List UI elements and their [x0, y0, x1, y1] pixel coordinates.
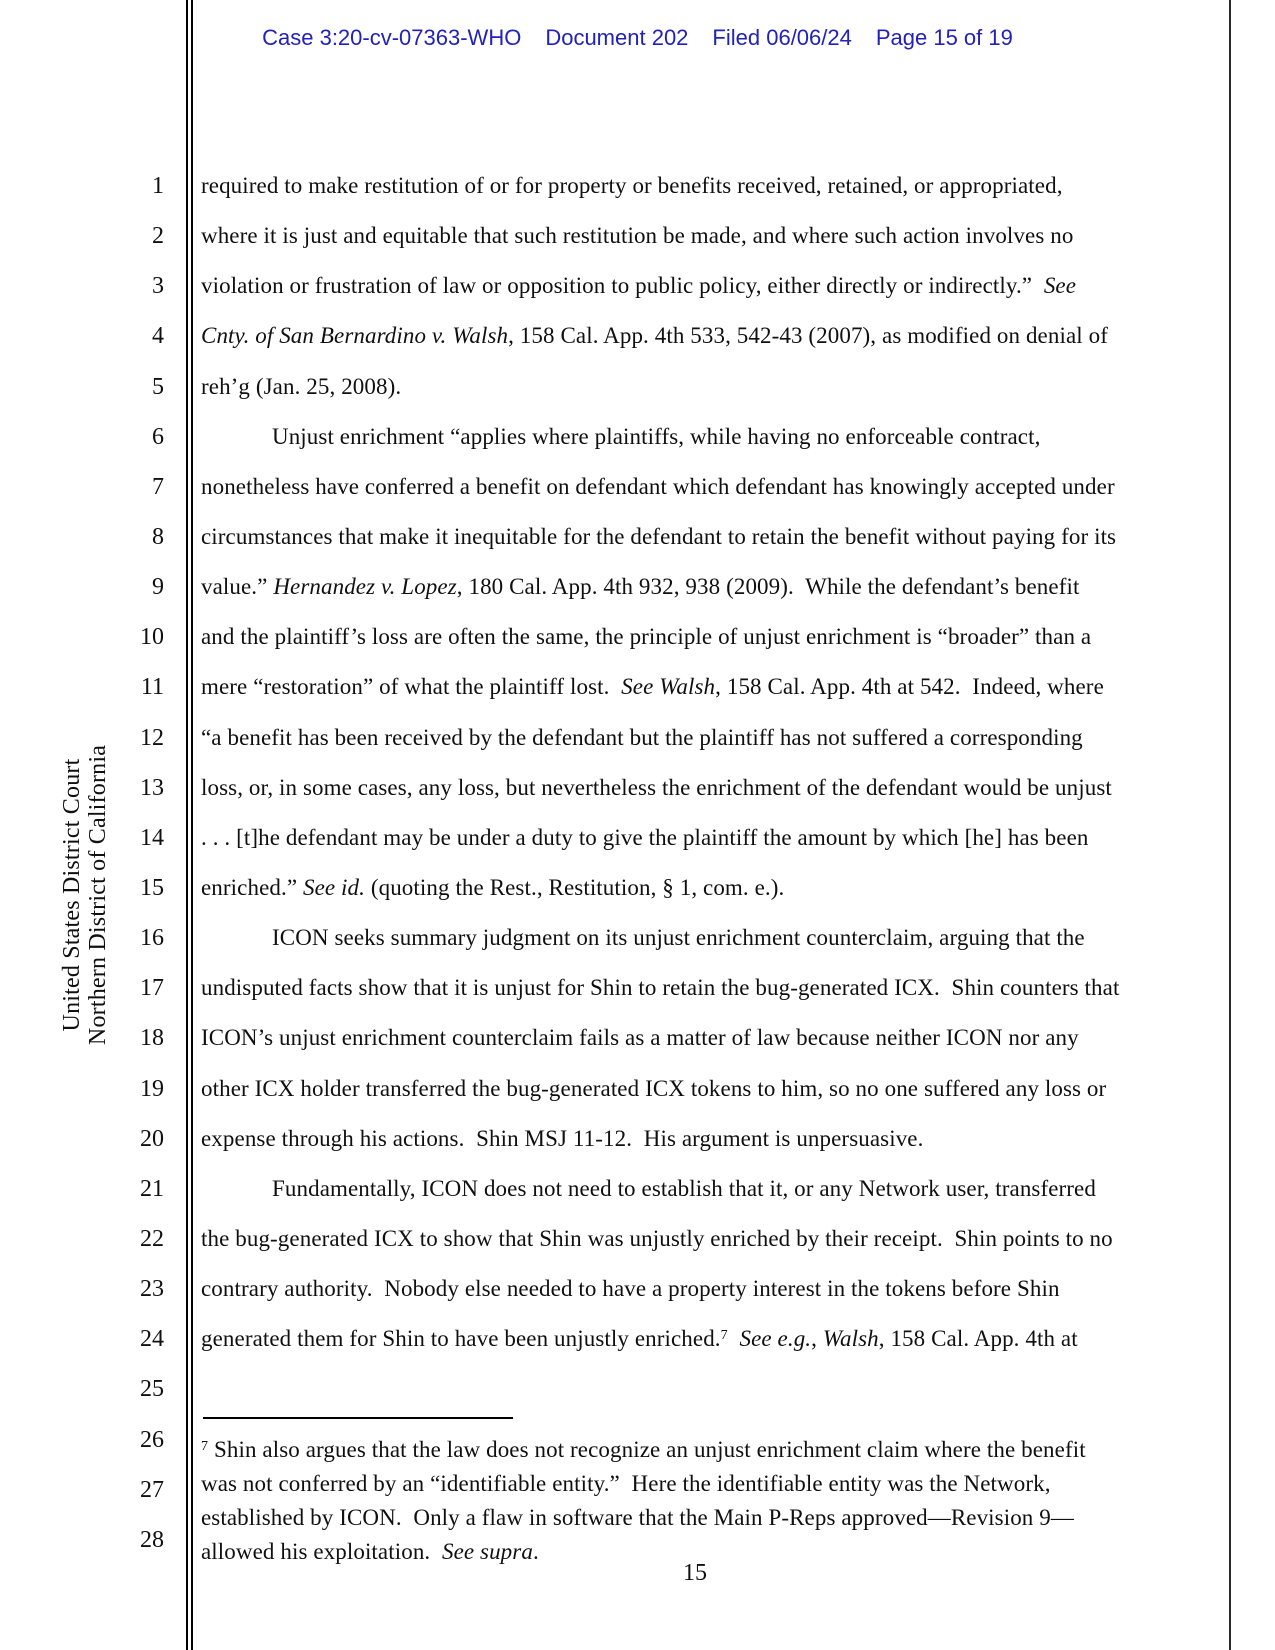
- line-number: 4: [152, 323, 164, 350]
- line-number: 7: [152, 473, 164, 500]
- text-segment: ,: [811, 1326, 823, 1352]
- text-segment: [728, 1326, 740, 1351]
- text-segment: where it is just and equitable that such restitution be made, and where such action involves no: [201, 223, 1074, 249]
- body-line-text: [201, 223, 1206, 248]
- case-header-part: Filed 06/06/24: [712, 25, 852, 50]
- document-line-row: [0, 374, 1275, 424]
- body-line-text: [201, 825, 1206, 850]
- text-segment: value.”: [201, 574, 274, 600]
- document-line-row: [0, 173, 1275, 223]
- document-line-row: [0, 624, 1275, 674]
- text-segment: other ICX holder transferred the bug-generated ICX tokens to him, so no one suffered any loss or: [201, 1075, 1107, 1101]
- line-number: 9: [152, 574, 164, 601]
- line-number: 13: [140, 774, 164, 801]
- body-line-text: [201, 424, 1275, 449]
- court-name-line2: Northern District of California: [85, 744, 111, 1046]
- footnote-line: [201, 1501, 1206, 1535]
- text-segment: “a benefit has been received by the defendant but the plaintiff has not suffered a corresponding: [201, 724, 1083, 750]
- line-number: 6: [152, 423, 164, 450]
- body-line-text: [201, 674, 1206, 699]
- body-line-text: [201, 1276, 1206, 1301]
- body-line-text: [201, 524, 1206, 549]
- text-segment: allowed his exploitation.: [201, 1539, 442, 1564]
- body-line-text: [201, 1025, 1206, 1050]
- body-line-text: [201, 624, 1206, 649]
- italic-text-segment: See Walsh: [621, 674, 716, 700]
- text-segment: enriched.”: [201, 874, 303, 900]
- text-segment: , 180 Cal. App. 4th 932, 938 (2009). While the defendant’s benefit: [456, 574, 1080, 600]
- text-segment: required to make restitution of or for property or benefits received, retained, or appropriated,: [201, 173, 1063, 198]
- text-segment: and the plaintiff’s loss are often the same, the principle of unjust enrichment is “broader” than a: [201, 624, 1092, 650]
- line-number: 15: [140, 874, 164, 901]
- text-segment: mere “restoration” of what the plaintiff lost.: [201, 674, 622, 700]
- document-line-row: [0, 775, 1275, 825]
- document-line-row: [0, 574, 1275, 624]
- line-number: 1: [152, 173, 164, 199]
- body-line-text: [201, 323, 1206, 348]
- body-line-text: [201, 725, 1206, 750]
- footnote-text: [201, 1433, 1206, 1569]
- superscript-footnote-ref: 7: [720, 1328, 728, 1344]
- case-header-part: Document 202: [545, 25, 689, 50]
- line-number: 20: [140, 1125, 164, 1152]
- document-line-row: [0, 925, 1275, 975]
- line-number: 5: [152, 373, 164, 400]
- body-line-text: [201, 374, 1206, 399]
- document-line-row: [0, 1376, 1275, 1426]
- body-line-text: [201, 1126, 1206, 1151]
- body-line-text: [201, 975, 1206, 1000]
- body-line-text: [201, 875, 1206, 900]
- body-line-text: [201, 1176, 1275, 1201]
- line-number: 28: [140, 1526, 164, 1553]
- text-segment: Fundamentally, ICON does not need to establish that it, or any Network user, transferred: [272, 1175, 1096, 1201]
- text-segment: violation or frustration of law or opposition to public policy, either directly or indirectly.”: [201, 273, 1044, 299]
- italic-text-segment: See: [1043, 273, 1077, 299]
- document-line-row: [0, 1326, 1275, 1376]
- italic-text-segment: See e.g.: [739, 1326, 812, 1352]
- document-line-row: [0, 674, 1275, 724]
- text-segment: Shin also argues that the law does not recognize an unjust enrichment claim where the benefit: [208, 1437, 1086, 1462]
- page-number: 15: [683, 1560, 707, 1586]
- document-line-row: [0, 975, 1275, 1025]
- text-segment: loss, or, in some cases, any loss, but nevertheless the enrichment of the defendant would be unjust: [201, 774, 1112, 800]
- line-number: 24: [140, 1326, 164, 1353]
- document-line-row: [0, 1226, 1275, 1276]
- text-segment: Unjust enrichment “applies where plaintiffs, while having no enforceable contract,: [272, 423, 1041, 449]
- italic-text-segment: Hernandez v. Lopez: [273, 574, 457, 600]
- document-line-row: [0, 323, 1275, 373]
- footnote-separator: [203, 1417, 513, 1419]
- text-segment: , 158 Cal. App. 4th at 542. Indeed, where: [715, 674, 1104, 700]
- text-segment: . . . [t]he defendant may be under a duty to give the plaintiff the amount by which [he] has been: [201, 824, 1089, 850]
- text-segment: expense through his actions. Shin MSJ 11-12. His argument is unpersuasive.: [201, 1125, 924, 1151]
- text-segment: the bug-generated ICX to show that Shin was unjustly enriched by their receipt. Shin points to no: [201, 1225, 1113, 1251]
- text-segment: generated them for Shin to have been unjustly enriched.: [201, 1326, 721, 1352]
- body-line-text: [201, 1326, 1206, 1351]
- line-number: 11: [140, 674, 164, 701]
- body-line-text: [201, 925, 1275, 950]
- line-number: 25: [140, 1376, 164, 1403]
- italic-text-segment: Walsh: [822, 1326, 879, 1352]
- document-line-row: [0, 1276, 1275, 1326]
- body-line-text: [201, 474, 1206, 499]
- italic-text-segment: See supra: [441, 1539, 533, 1564]
- line-number: 23: [140, 1276, 164, 1303]
- footnote-line: [201, 1467, 1206, 1501]
- line-number: 17: [140, 975, 164, 1002]
- line-number: 2: [152, 223, 164, 250]
- body-line-text: [201, 273, 1206, 298]
- text-segment: established by ICON. Only a flaw in software that the Main P-Reps approved—Revision 9—: [201, 1505, 1074, 1530]
- italic-text-segment: Cnty. of San Bernardino v. Walsh: [201, 323, 509, 349]
- body-line-text: [201, 775, 1206, 800]
- document-line-row: [0, 725, 1275, 775]
- line-number: 3: [152, 273, 164, 300]
- text-segment: contrary authority. Nobody else needed to have a property interest in the tokens before Shin: [201, 1276, 1060, 1302]
- text-segment: undisputed facts show that it is unjust for Shin to retain the bug-generated ICX. Shin counters that: [201, 975, 1120, 1001]
- line-number: 8: [152, 523, 164, 550]
- document-line-row: [0, 424, 1275, 474]
- case-header-part: Case 3:20-cv-07363-WHO: [262, 25, 522, 50]
- line-number: 18: [140, 1025, 164, 1052]
- court-name-line1: United States District Court: [59, 758, 85, 1032]
- line-number: 14: [140, 824, 164, 851]
- document-line-row: [0, 273, 1275, 323]
- line-number: 27: [140, 1476, 164, 1503]
- document-line-row: [0, 474, 1275, 524]
- text-segment: ICON seeks summary judgment on its unjust enrichment counterclaim, arguing that the: [272, 925, 1085, 951]
- text-segment: (quoting the Rest., Restitution, § 1, com. e.).: [365, 874, 785, 900]
- line-number: 12: [140, 724, 164, 751]
- body-line-text: [201, 1076, 1206, 1101]
- text-segment: reh’g (Jan. 25, 2008).: [201, 373, 402, 399]
- text-segment: .: [532, 1539, 539, 1564]
- line-number: 26: [140, 1426, 164, 1453]
- text-segment: nonetheless have conferred a benefit on defendant which defendant has knowingly accepted under: [201, 473, 1115, 499]
- text-segment: was not conferred by an “identifiable entity.” Here the identifiable entity was the Network,: [201, 1471, 1051, 1496]
- line-number: 22: [140, 1225, 164, 1252]
- text-segment: circumstances that make it inequitable for the defendant to retain the benefit without paying for its: [201, 523, 1117, 549]
- line-number: 19: [140, 1075, 164, 1102]
- body-line-text: [201, 574, 1206, 599]
- text-segment: , 158 Cal. App. 4th 533, 542-43 (2007), as modified on denial of: [508, 323, 1108, 349]
- text-segment: , 158 Cal. App. 4th at: [878, 1326, 1078, 1352]
- footnote-line: [201, 1433, 1206, 1467]
- document-line-row: [0, 1176, 1275, 1226]
- italic-text-segment: See id.: [302, 874, 365, 900]
- document-line-row: [0, 223, 1275, 273]
- line-number: 16: [140, 925, 164, 952]
- line-number: 21: [140, 1175, 164, 1202]
- superscript-footnote-ref: 7: [201, 1439, 209, 1454]
- document-line-row: [0, 1076, 1275, 1126]
- document-line-row: [0, 825, 1275, 875]
- case-header-part: Page 15 of 19: [875, 25, 1013, 50]
- document-line-row: [0, 875, 1275, 925]
- line-number: 10: [140, 624, 164, 651]
- body-line-text: [201, 173, 1206, 198]
- body-line-text: [201, 1226, 1206, 1251]
- text-segment: ICON’s unjust enrichment counterclaim fails as a matter of law because neither ICON nor any: [201, 1025, 1079, 1051]
- document-line-row: [0, 524, 1275, 574]
- document-line-row: [0, 1126, 1275, 1176]
- document-line-row: [0, 1025, 1275, 1075]
